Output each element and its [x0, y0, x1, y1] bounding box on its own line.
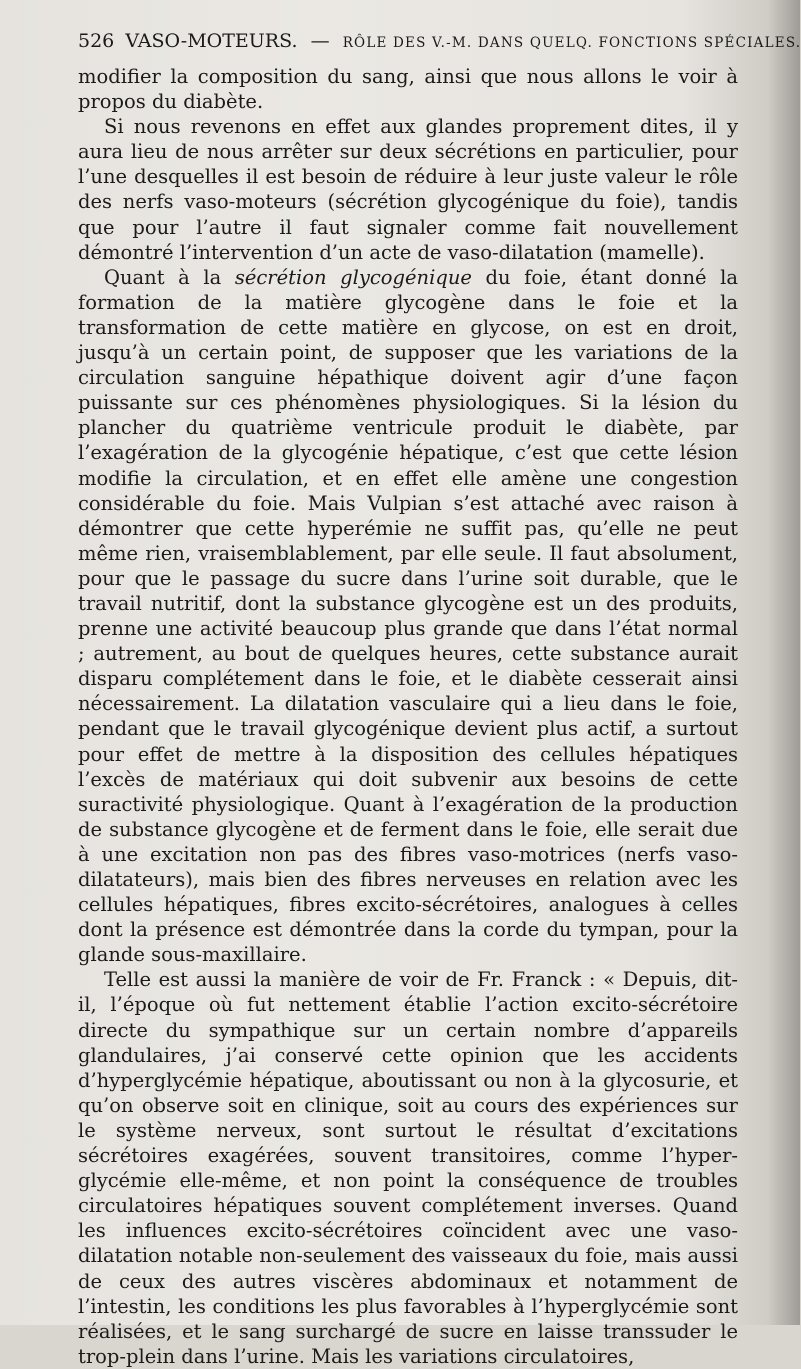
page-header — [78, 30, 801, 56]
running-subtitle: RÔLE DES V.-M. DANS QUELQ. FONCTIONS SPÉCIALES. — [342, 35, 801, 51]
paragraph-body-text: du foie, étant donné la formation de la matière glycogène dans le foie et la transformation de cette matière en glycose, on est en droit, jusqu’à un certain point, de supposer que les variations de la circulation sanguine hépathique doivent agir d’une façon puissante sur ces phénomènes physiologiques. Si la lésion du plancher du quatrième ventricule produit le diabète, par l’exagération de la glycogénie hépatique, c’est que cette lésion modifie la circulation, et en effet elle amène une congestion considérable du foie. Mais Vulpian s’est attaché avec raison à démontrer que cette hyperémie ne suffit pas, qu’elle ne peut même rien, vraisemblablement, par elle seule. Il faut absolument, pour que le passage du sucre dans l’urine soit durable, que le travail nutritif, dont la substance glycogène est un des produits, prenne une activité beaucoup plus grande que dans l’état normal ; autrement, au bout de quelques heures, cette substance aurait disparu complétement dans le foie, et le diabète cesserait ainsi nécessairement. La dilatation vasculaire qui a lieu dans le foie, pendant que le travail glycogénique devient plus actif, a surtout pour effet de mettre à la disposition des cellules hépatiques l’excès de matériaux qui doit subvenir aux besoins de cette suractivité physiologique. Quant à l’exagération de la production de substance glycogène et de ferment dans le foie, elle serait due à une excitation non pas des fibres vaso-motrices (nerfs vaso-dilatateurs), mais bien des fibres nerveuses en relation avec les cellules hépatiques, fibres excito-sécrétoires, analogues à celles dont la présence est démontrée dans la corde du tympan, pour la glande sous-maxillaire. — [78, 265, 738, 967]
paragraph-franck-quote: Telle est aussi la manière de voir de Fr. Franck : « Depuis, dit-il, l’époque où fut nettement établie l’action excito-sécrétoire directe du sympathique sur un certain nombre d’appareils glandulaires, j’ai conservé cette opinion que les accidents d’hyperglycémie hépatique, aboutissant ou non à la glycosurie, et qu’on observe soit en clinique, soit au cours des expériences sur le système nerveux, sont surtout le résultat d’excitations sécrétoires exagérées, souvent transitoires, comme l’hyperglycémie elle-même, et non point la conséquence de troubles circulatoires hépatiques souvent complétement inverses. Quand les influences excito-sécrétoires coïncident avec une vaso-dilatation notable non-seulement des vaisseaux du foie, mais aussi de ceux des autres viscères abdominaux et notamment de l’intestin, les conditions les plus favorables à l’hyperglycémie sont réalisées, et le sang surchargé de sucre en laisse transsuder le trop-plein dans l’urine. Mais les variations circulatoires, — [78, 968, 738, 1368]
header-separator: — — [310, 30, 330, 52]
paragraph-lead-text: Quant à la — [104, 265, 235, 289]
body-text — [78, 64, 738, 1369]
italic-term: sécrétion glycogénique — [234, 265, 472, 289]
paragraph-secretion-glycogenique — [78, 265, 738, 968]
page-number: 526 — [78, 30, 115, 52]
paragraph-glandes: Si nous revenons en effet aux glandes proprement dites, il y aura lieu de nous arrêter sur deux sécrétions en particulier, pour l’une desquelles il est besoin de réduire à leur juste valeur le rôle des nerfs vaso-moteurs (sécrétion glycogénique du foie), tandis que pour l’autre il faut signaler comme fait nouvellement démontré l’intervention d’un acte de vaso-dilatation (mamelle). — [78, 115, 738, 264]
running-title: VASO-MOTEURS. — [125, 30, 298, 52]
paragraph-continuation: modifier la composition du sang, ainsi que nous allons le voir à propos du diabète. — [78, 65, 738, 114]
